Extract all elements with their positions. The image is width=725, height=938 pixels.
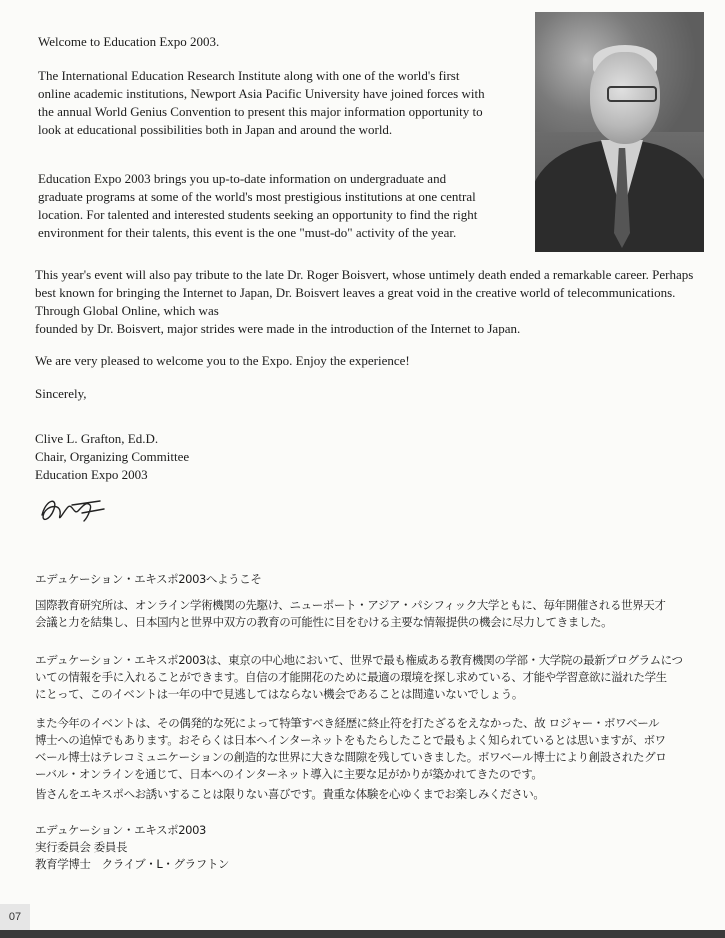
japanese-signatory: エデュケーション・エキスポ2003 実行委員会 委員長 教育学博士 クライブ・L・グラフトン: [35, 823, 230, 871]
english-paragraph-3: This year's event will also pay tribute to the late Dr. Roger Boisvert, whose untimely death ended a remarkable career. Perhaps best known for bringing the Internet to Japan, Dr. Boisvert leaves a great void in the creative world of telecommunications. Through Global Online, which was founded by Dr. Boisvert, major strides were made in the introduction of the Internet to Japan.: [35, 267, 694, 336]
english-paragraph-1: The International Education Research Institute along with one of the world's first online academic institutions, Newport Asia Pacific University have joined forces with the annual World Genius Convention to present this major information opportunity to look at educational possibilities both in Japan and around the world.: [38, 68, 485, 137]
japanese-paragraph-3: また今年のイベントは、その偶発的な死によって特筆すべき経歴に終止符を打たざるをえなかった、故 ロジャー・ボワベール 博士への追悼でもあります。おそらくは日本へインターネットをもたらしたことで最もよく知られているとは思いますが、ボワ ベール博士はテレコミュニケーションの創造的な世界に大きな間隙を残していきました。ボワベール博士により創設されたグロ ーバル・オンラインを通じて、日本へのインターネット導入に主要な足がかりが築かれてきたのです。: [35, 716, 667, 781]
page-number: 07: [0, 904, 30, 930]
japanese-paragraph-1: 国際教育研究所は、オンライン学術機関の先駆け、ニューポート・アジア・パシフィック大学ともに、毎年開催される世界天才 会議と力を結集し、日本国内と世界中双方の教育の可能性に目をむける主要な情報提供の機会に尽力してきました。: [35, 598, 666, 629]
english-signatory: Clive L. Grafton, Ed.D. Chair, Organizing Committee Education Expo 2003: [35, 431, 190, 482]
portrait-photo: [535, 12, 704, 252]
bottom-divider: [0, 930, 725, 938]
japanese-paragraph-4: 皆さんをエキスポへお誘いすることは限りない喜びです。貴重な体験を心ゆくまでお楽しみください。: [35, 787, 545, 801]
english-greeting: Welcome to Education Expo 2003.: [38, 34, 220, 49]
japanese-paragraph-2: エデュケーション・エキスポ2003は、東京の中心地において、世界で最も権威ある教育機関の学部・大学院の最新プログラムにつ いての情報を手に入れることができます。自信の才能開花のために最適の環境を探し求めている、才能や学習意欲に溢れた学生 にとって、このイベントは一年の中で見逃してはならない機会であることは間違いないでしょう。: [35, 653, 683, 701]
english-closing: Sincerely,: [35, 386, 87, 401]
english-paragraph-2: Education Expo 2003 brings you up-to-date information on undergraduate and graduate programs at some of the world's most prestigious institutions at one central location. For talented and interested students seeking an opportunity to find the right environment for their talents, this event is the one "must-do" activity of the year.: [38, 171, 478, 240]
signature-image: [38, 493, 108, 527]
japanese-title: エデュケーション・エキスポ2003へようこそ: [35, 572, 262, 586]
english-paragraph-4: We are very pleased to welcome you to the Expo. Enjoy the experience!: [35, 353, 410, 368]
